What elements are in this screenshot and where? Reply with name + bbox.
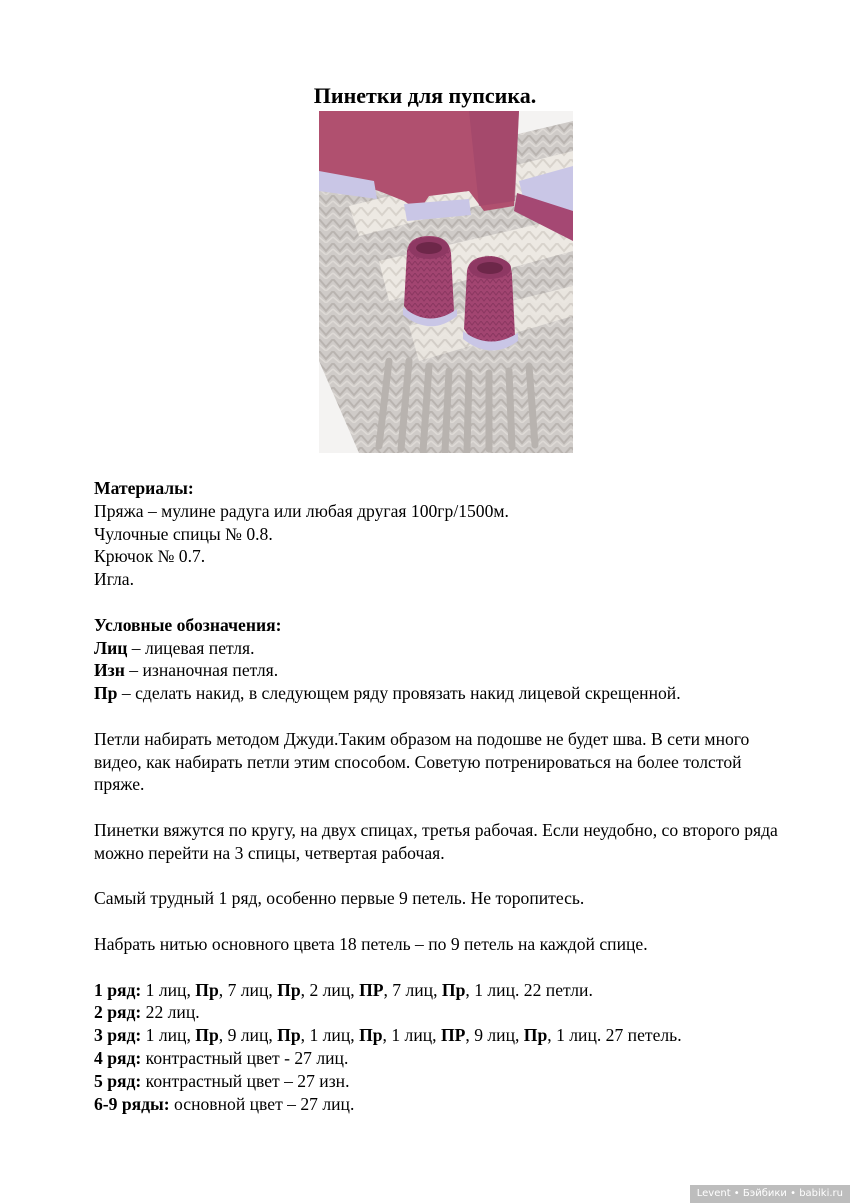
row-5: 5 ряд: контрастный цвет – 27 изн. [94, 1070, 350, 1091]
legend-heading: Условные обозначения: [94, 614, 282, 635]
legend-yarn-over: Пр – сделать накид, в следующем ряду провязать накид лицевой скрещенной. [94, 683, 681, 704]
materials-needle: Игла. [94, 569, 135, 590]
watermark: Levent • Бэйбики • babiki.ru [690, 1185, 850, 1203]
cast-on-paragraph: Петли набирать методом Джуди.Таким образом на подошве не будет шва. В сети много видео, как набирать петли этим способом. Советую потренироваться на более толстой пряже. [94, 728, 750, 795]
materials-yarn: Пряжа – мулине радуга или любая другая 100гр/1500м. [94, 500, 509, 521]
row-4: 4 ряд: контрастный цвет - 27 лиц. [94, 1047, 349, 1068]
knitting-paragraph: Пинетки вяжутся по кругу, на двух спицах, третья рабочая. Если неудобно, со второго ряда можно перейти на 3 спицы, четвертая рабочая. [94, 819, 778, 863]
materials-heading: Материалы: [94, 478, 194, 498]
row-2: 2 ряд: 22 лиц. [94, 1002, 200, 1023]
row-3: 3 ряд: 1 лиц, Пр, 9 лиц, Пр, 1 лиц, Пр, 1 лиц, ПР, 9 лиц, Пр, 1 лиц. 27 петель. [94, 1025, 682, 1046]
start-paragraph: Набрать нитью основного цвета 18 петель – по 9 петель на каждой спице. [94, 933, 648, 954]
materials-needles: Чулочные спицы № 0.8. [94, 523, 273, 544]
materials-hook: Крючок № 0.7. [94, 546, 206, 567]
row-6-9: 6-9 ряды: основной цвет – 27 лиц. [94, 1093, 355, 1114]
booties-photo [319, 111, 573, 453]
legend-knit: Лиц – лицевая петля. [94, 637, 255, 658]
legend-purl: Изн – изнаночная петля. [94, 660, 279, 681]
hardest-paragraph: Самый трудный 1 ряд, особенно первые 9 петель. Не торопитесь. [94, 888, 585, 909]
pattern-text [94, 477, 794, 1115]
row-1: 1 ряд: 1 лиц, Пр, 7 лиц, Пр, 2 лиц, ПР, 7 лиц, Пр, 1 лиц. 22 петли. [94, 979, 593, 1000]
document-title: Пинетки для пупсика. [313, 83, 537, 108]
